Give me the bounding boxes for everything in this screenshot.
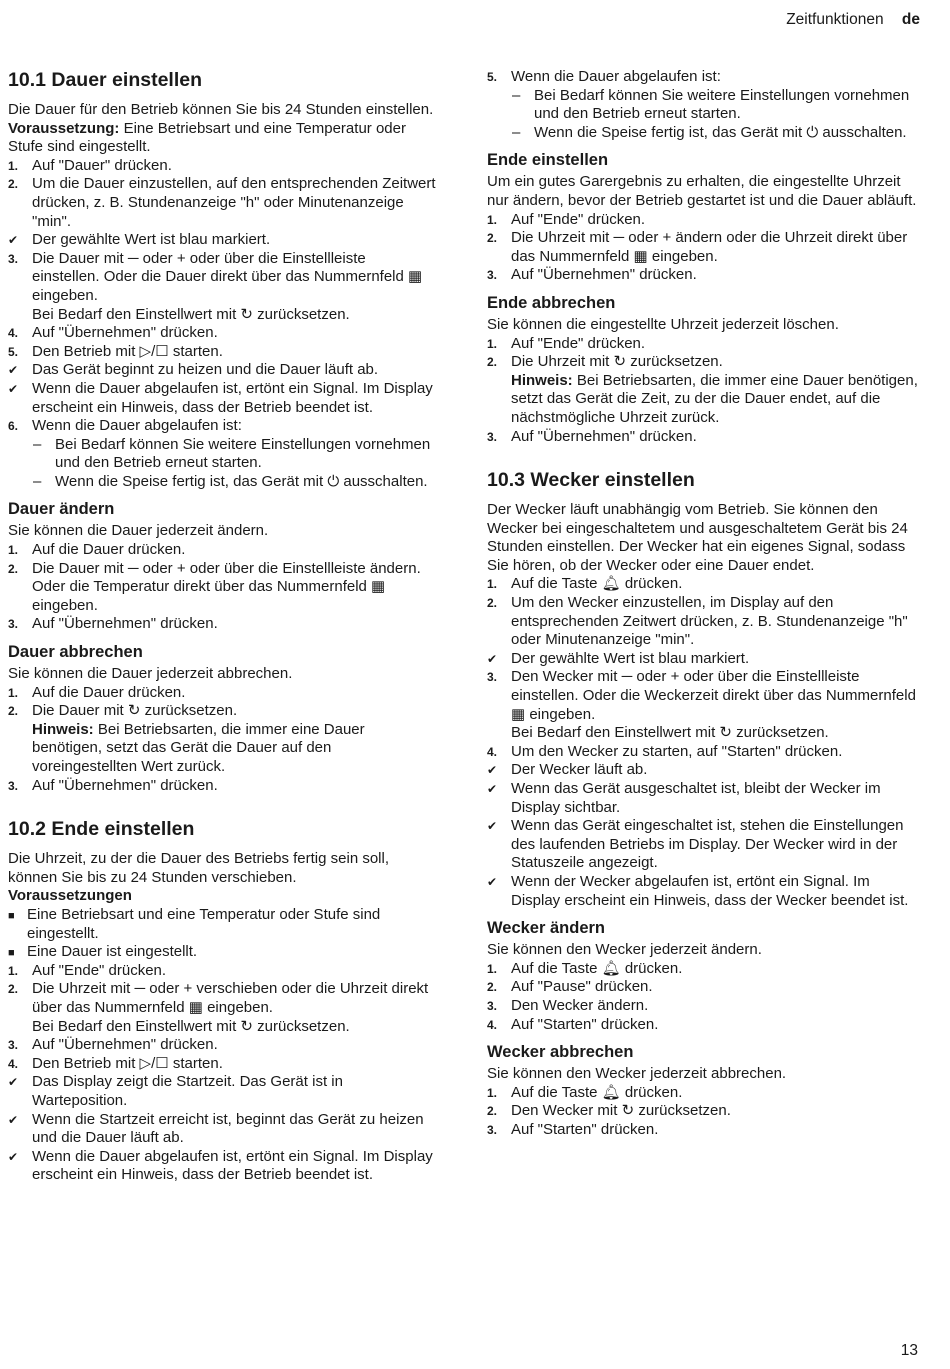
section-title-wecker: 10.3 Wecker einstellen: [487, 469, 695, 492]
result-text: Der gewählte Wert ist blau markiert.: [511, 649, 750, 667]
check-icon: ✔: [8, 1075, 19, 1090]
step-item: [8, 962, 436, 981]
step-number: 2.: [487, 980, 498, 995]
step-number: 1.: [8, 685, 19, 700]
step-text: Auf die Taste 🔔︎ drücken.: [511, 575, 683, 593]
square-bullet-icon: ■: [8, 947, 15, 960]
step-item: [487, 1121, 919, 1140]
step-number: 1.: [487, 961, 498, 976]
result-item: [8, 380, 436, 417]
step-text: Auf "Ende" drücken.: [511, 210, 646, 228]
sub-item: [487, 87, 919, 124]
step-number: 3.: [487, 1122, 498, 1137]
step-number: 3.: [8, 617, 19, 632]
step-text: Die Uhrzeit mit ↻ zurücksetzen.: [511, 353, 723, 371]
step-text: Den Betrieb mit ▷/☐ starten.: [32, 342, 223, 360]
result-text: Wenn der Wecker abgelaufen ist, ertönt ein Signal. Im Display erscheint ein Hinweis, dass der Wecker beendet ist.: [511, 872, 909, 909]
step-item: [8, 615, 436, 634]
step-item: [8, 777, 436, 796]
right-column: [487, 68, 919, 1140]
step-text: Auf die Dauer drücken.: [32, 683, 186, 701]
step-number: 1.: [8, 543, 19, 558]
step-text: Um den Wecker einzustellen, im Display auf den entsprechenden Zeitwert drücken, z. B. Stundenanzeige "h" oder Minutenanzeige "min".: [511, 594, 908, 649]
check-icon: ✔: [487, 763, 498, 778]
step-number: 1.: [487, 577, 498, 592]
step-number: 1.: [8, 158, 19, 173]
step-item: [487, 1084, 919, 1103]
step-number: 2.: [487, 596, 498, 611]
paragraph: Sie können die Dauer jederzeit abbrechen.: [8, 665, 293, 683]
check-icon: ✔: [487, 874, 498, 889]
step-item: [8, 702, 436, 721]
page-header: [786, 11, 920, 29]
step-number: 2.: [487, 1104, 498, 1119]
sub-text: Bei Bedarf können Sie weitere Einstellungen vornehmen und den Betrieb erneut starten.: [55, 435, 431, 472]
left-column: [8, 68, 436, 1185]
result-text: Wenn die Dauer abgelaufen ist, ertönt ein Signal. Im Display erscheint ein Hinweis, dass der Betrieb beendet ist.: [32, 1147, 433, 1184]
step-item: [8, 1036, 436, 1055]
step-item: [487, 960, 919, 979]
square-bullet-icon: ■: [8, 909, 15, 922]
paragraph: Sie können die eingestellte Uhrzeit jederzeit löschen.: [487, 315, 839, 333]
result-text: Wenn die Startzeit erreicht ist, beginnt das Gerät zu heizen und die Dauer läuft ab.: [32, 1110, 424, 1147]
dash-marker: –: [33, 472, 42, 490]
step-text: Auf die Dauer drücken.: [32, 541, 186, 559]
subsection-title-wecker-abbrechen: Wecker abbrechen: [487, 1043, 634, 1062]
result-item: [487, 761, 919, 780]
step-number: 1.: [487, 1085, 498, 1100]
step-number: 3.: [487, 998, 498, 1013]
subsection-title-dauer-aendern: Dauer ändern: [8, 500, 115, 519]
step-text: Auf "Übernehmen" drücken.: [32, 324, 218, 342]
step-item: [8, 157, 436, 176]
result-text: Der Wecker läuft ab.: [511, 761, 648, 779]
note-label: Hinweis:: [32, 720, 94, 738]
subsection-title-dauer-abbrechen: Dauer abbrechen: [8, 643, 143, 662]
step-subtext: Bei Bedarf den Einstellwert mit ↻ zurücksetzen.: [511, 724, 829, 742]
step-number: 1.: [487, 336, 498, 351]
step-text: Auf die Taste 🔔︎ drücken.: [511, 1083, 683, 1101]
result-text: Wenn das Gerät ausgeschaltet ist, bleibt der Wecker im Display sichtbar.: [511, 780, 881, 816]
section-title-ende: 10.2 Ende einstellen: [8, 818, 195, 841]
step-item: [487, 428, 919, 447]
step-item: [487, 68, 919, 87]
step-item: [487, 1102, 919, 1121]
step-number: 2.: [8, 177, 19, 192]
step-number: 5.: [8, 344, 19, 359]
step-item: [487, 229, 919, 266]
paragraph: Die Uhrzeit, zu der die Dauer des Betriebs fertig sein soll, können Sie bis zu 24 Stunden verschieben.: [8, 850, 390, 886]
step-item: [8, 417, 436, 436]
step-item: [8, 343, 436, 362]
step-item: [487, 1016, 919, 1035]
step-text: Um den Wecker zu starten, auf "Starten" drücken.: [511, 742, 843, 760]
step-text: Auf "Pause" drücken.: [511, 978, 653, 996]
step-text: Die Dauer mit ─ oder + oder über die Einstellleiste einstellen. Oder die Dauer direkt über das Nummernfeld ▦ eingeben.: [32, 249, 423, 304]
bullet-text: Eine Betriebsart und eine Temperatur oder Stufe sind eingestellt.: [27, 905, 381, 942]
step-item: [487, 594, 919, 650]
step-subtext: Bei Bedarf den Einstellwert mit ↻ zurücksetzen.: [32, 1017, 350, 1035]
check-icon: ✔: [8, 363, 19, 378]
note-label: Hinweis:: [511, 371, 573, 389]
step-item: [487, 335, 919, 354]
sub-item: [8, 436, 436, 473]
step-item: [8, 980, 436, 1036]
step-text: Wenn die Dauer abgelaufen ist:: [511, 68, 721, 85]
step-number: 4.: [487, 744, 498, 759]
prerequisite: [8, 120, 436, 157]
step-item: [8, 250, 436, 324]
step-text: Auf "Übernehmen" drücken.: [511, 427, 697, 445]
step-subtext: Bei Bedarf den Einstellwert mit ↻ zurücksetzen.: [32, 305, 350, 323]
step-number: 1.: [487, 212, 498, 227]
step-item: [487, 575, 919, 594]
step-number: 1.: [8, 963, 19, 978]
bullet-text: Eine Dauer ist eingestellt.: [27, 943, 198, 961]
note: [487, 372, 919, 428]
step-item: [487, 978, 919, 997]
step-number: 4.: [8, 1056, 19, 1071]
step-item: [487, 668, 919, 742]
step-item: [8, 1055, 436, 1074]
step-item: [8, 541, 436, 560]
result-item: [8, 231, 436, 250]
result-item: [487, 780, 919, 817]
result-item: [8, 1148, 436, 1185]
bullet-item: [8, 943, 436, 962]
result-item: [8, 1073, 436, 1110]
check-icon: ✔: [8, 1149, 19, 1164]
step-number: 2.: [8, 982, 19, 997]
result-text: Wenn das Gerät eingeschaltet ist, stehen die Einstellungen des laufenden Betriebs im Display. Der Wecker wird in der Statuszeile angezeigt.: [511, 817, 904, 872]
sub-text: Wenn die Speise fertig ist, das Gerät mit ⏻ ausschalten.: [55, 472, 428, 490]
sub-text: Wenn die Speise fertig ist, das Gerät mit ⏻ ausschalten.: [534, 123, 907, 141]
header-section-title: Zeitfunktionen: [786, 11, 884, 28]
step-text: Auf "Ende" drücken.: [32, 961, 167, 979]
step-number: 2.: [8, 561, 19, 576]
step-text: Den Wecker mit ─ oder + oder über die Einstellleiste einstellen. Oder die Weckerzeit direkt über das Nummernfeld ▦ eingeben.: [511, 668, 916, 723]
result-item: [8, 1111, 436, 1148]
step-text: Wenn die Dauer abgelaufen ist:: [32, 417, 242, 435]
step-item: [487, 266, 919, 285]
step-text: Den Wecker ändern.: [511, 996, 649, 1014]
result-text: Das Gerät beginnt zu heizen und die Dauer läuft ab.: [32, 361, 379, 379]
check-icon: ✔: [8, 233, 19, 248]
result-text: Der gewählte Wert ist blau markiert.: [32, 231, 271, 249]
step-number: 2.: [8, 704, 19, 719]
step-text: Die Dauer mit ─ oder + oder über die Einstellleiste ändern. Oder die Temperatur direkt über das Nummernfeld ▦ eingeben.: [32, 559, 421, 614]
paragraph: Sie können den Wecker jederzeit ändern.: [487, 941, 762, 959]
step-number: 3.: [8, 778, 19, 793]
subsection-title-ende-abbrechen: Ende abbrechen: [487, 293, 616, 312]
step-text: Auf "Ende" drücken.: [511, 334, 646, 352]
note: [8, 721, 436, 777]
dash-marker: –: [512, 123, 521, 141]
step-text: Den Wecker mit ↻ zurücksetzen.: [511, 1102, 731, 1120]
paragraph: Um ein gutes Garergebnis zu erhalten, die eingestellte Uhrzeit nur ändern, bevor der Betrieb gestartet ist und die Dauer abläuft.: [487, 173, 917, 209]
paragraph: Sie können den Wecker jederzeit abbrechen.: [487, 1065, 787, 1083]
step-item: [8, 175, 436, 231]
result-item: [487, 650, 919, 669]
header-language: de: [901, 11, 920, 28]
prerequisites-label: Voraussetzungen: [8, 887, 132, 905]
prerequisite-label: Voraussetzung:: [8, 119, 120, 137]
step-item: [487, 743, 919, 762]
check-icon: ✔: [487, 819, 498, 834]
check-icon: ✔: [487, 782, 498, 796]
step-number: 3.: [487, 670, 498, 685]
step-item: [487, 211, 919, 230]
check-icon: ✔: [8, 381, 19, 396]
subsection-title-ende-einstellen: Ende einstellen: [487, 151, 609, 170]
step-item: [8, 560, 436, 616]
step-number: 2.: [487, 231, 498, 246]
step-text: Die Uhrzeit mit ─ oder + verschieben oder die Uhrzeit direkt über das Nummernfeld ▦ eingeben.: [32, 980, 429, 1016]
step-number: 4.: [8, 326, 19, 341]
step-text: Um die Dauer einzustellen, auf den entsprechenden Zeitwert drücken, z. B. Stundenanzeige "h" oder Minutenanzeige "min".: [32, 175, 436, 230]
prerequisite-text: Eine Betriebsart und eine Temperatur oder Stufe sind eingestellt.: [8, 119, 406, 156]
step-text: Den Betrieb mit ▷/☐ starten.: [32, 1054, 223, 1072]
step-number: 2.: [487, 355, 498, 370]
step-item: [8, 684, 436, 703]
step-number: 6.: [8, 419, 19, 434]
step-text: Auf "Übernehmen" drücken.: [32, 1036, 218, 1054]
dash-marker: –: [33, 435, 42, 453]
step-text: Auf "Übernehmen" drücken.: [32, 615, 218, 633]
step-text: Auf "Dauer" drücken.: [32, 156, 172, 174]
step-text: Auf "Übernehmen" drücken.: [32, 776, 218, 794]
step-item: [487, 353, 919, 372]
step-text: Die Dauer mit ↻ zurücksetzen.: [32, 702, 238, 720]
step-number: 3.: [487, 268, 498, 283]
step-text: Auf "Starten" drücken.: [511, 1015, 659, 1033]
subsection-title-wecker-aendern: Wecker ändern: [487, 919, 605, 938]
note-text: Bei Betriebsarten, die immer eine Dauer benötigen, setzt das Gerät die Zeit, zu der die Dauer endet, auf die nächstmögliche Uhrzeit zurück.: [511, 371, 918, 426]
result-item: [8, 361, 436, 380]
step-number: 3.: [8, 1038, 19, 1053]
bullet-item: [8, 906, 436, 943]
step-text: Die Uhrzeit mit ─ oder + ändern oder die Uhrzeit direkt über das Nummernfeld ▦ eingeben.: [511, 229, 908, 265]
paragraph: Sie können die Dauer jederzeit ändern.: [8, 522, 269, 540]
result-text: Das Display zeigt die Startzeit. Das Gerät ist in Warteposition.: [32, 1073, 343, 1109]
section-title-dauer: 10.1 Dauer einstellen: [8, 69, 203, 91]
paragraph: Der Wecker läuft unabhängig vom Betrieb. Sie können den Wecker bei eingeschaltetem und ausgeschaltetem Gerät bis 24 Stunden einstellen. Der Wecker hat ein eigenes Signal, sodass Sie hören, ob der Wecker oder eine Dauer endet.: [487, 501, 908, 574]
step-text: Auf "Starten" drücken.: [511, 1120, 659, 1138]
sub-item: [487, 124, 919, 143]
step-number: 4.: [487, 1017, 498, 1032]
step-item: [487, 997, 919, 1016]
result-item: [487, 817, 919, 873]
page-number: 13: [900, 1342, 918, 1359]
note-text: Bei Betriebsarten, die immer eine Dauer benötigen, setzt das Gerät die Dauer auf den voreingestellten Wert zurück.: [32, 720, 365, 775]
sub-item: [8, 473, 436, 492]
check-icon: ✔: [8, 1112, 19, 1127]
result-text: Wenn die Dauer abgelaufen ist, ertönt ein Signal. Im Display erscheint ein Hinweis, dass der Betrieb beendet ist.: [32, 379, 433, 416]
step-text: Auf die Taste 🔔︎ drücken.: [511, 959, 683, 977]
sub-text: Bei Bedarf können Sie weitere Einstellungen vornehmen und den Betrieb erneut starten.: [534, 86, 910, 123]
result-item: [487, 873, 919, 910]
check-icon: ✔: [487, 651, 498, 666]
step-number: 5.: [487, 70, 498, 84]
step-number: 3.: [487, 429, 498, 444]
step-item: [8, 324, 436, 343]
paragraph: Die Dauer für den Betrieb können Sie bis 24 Stunden einstellen.: [8, 101, 434, 118]
dash-marker: –: [512, 86, 521, 104]
step-number: 3.: [8, 251, 19, 266]
step-text: Auf "Übernehmen" drücken.: [511, 266, 697, 284]
